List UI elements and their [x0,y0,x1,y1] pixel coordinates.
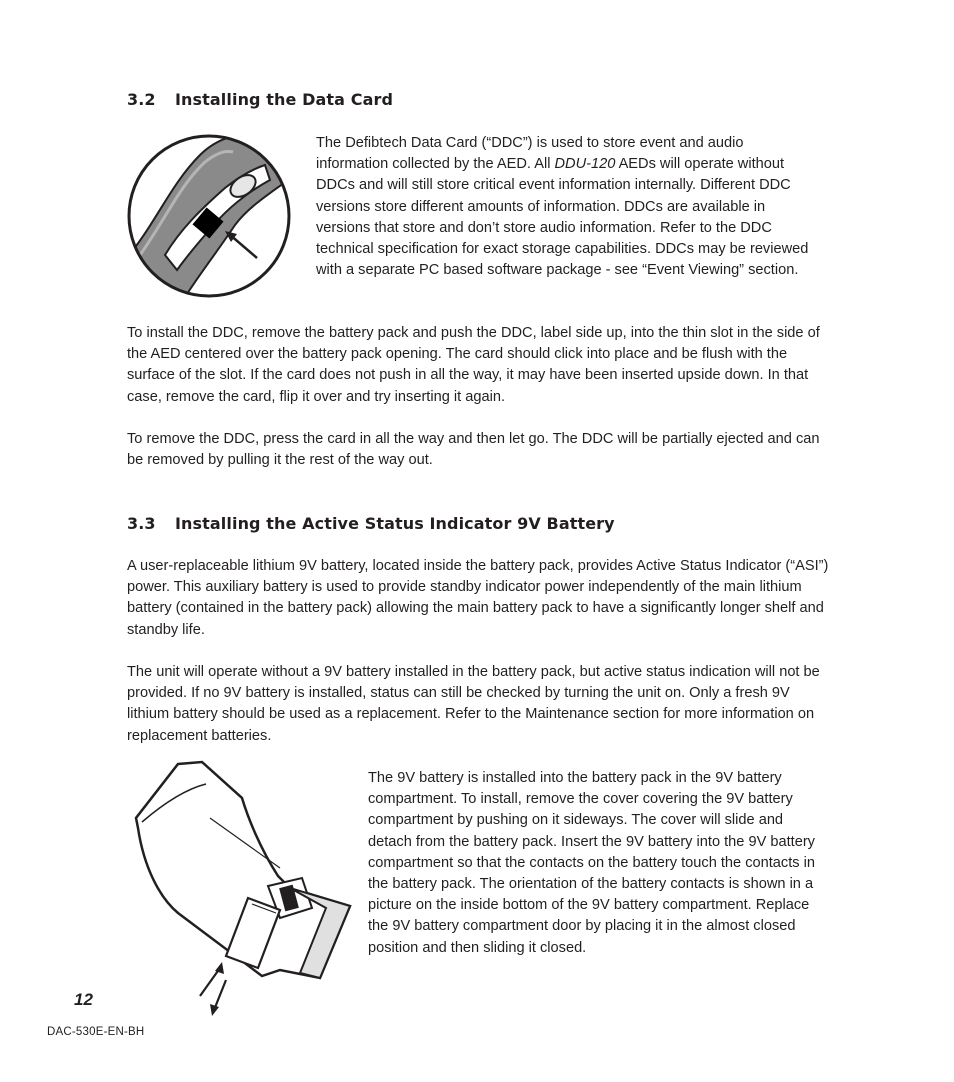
product-name: DDU-120 [554,156,616,173]
document-id: DAC-530E-EN-BH [47,1026,145,1038]
remove-paragraph: To remove the DDC, press the card in all the way and then let go. The DDC will be partially ejected and can be removed by pulling it the rest of the way out. [127,431,820,469]
section-title: Installing the Data Card [175,90,394,109]
install-paragraph: To install the DDC, remove the battery pack and push the DDC, label side up, into the thin slot in the side of the AED centered over the battery pack opening. The card should click into place and be flush with the surface of the slot. If the card does not push in all the way, it may have been inserted upside down. In that case, remove the card, flip it over and try inserting it again. [127,325,820,405]
section-number: 3.2 [127,90,156,109]
intro-paragraph: The Defibtech Data Card (“DDC”) is used to store event and audio information collected by the AED. All DDU-120 AEDs will operate without DDCs and will still store critical event information internally. Different DDC versions store different amounts of information. DDCs are available in versions that store and don’t store audio information. Refer to the DDC technical specification for exact storage capabilities. DDCs may be reviewed with a separate PC based software package - see “Event Viewing” section. [316,135,809,279]
battery-pack-illustration [130,758,360,1018]
battery-install-paragraph: The 9V battery is installed into the battery pack in the 9V battery compartment. To install, remove the cover covering the 9V battery compartment by pushing on it sideways. The cover will slide and detach from the battery pack. Insert the 9V battery into the 9V battery compartment so that the contacts on the battery touch the contacts in the battery pack. The orientation of the battery contacts is shown in a picture on the inside bottom of the 9V battery compartment. Replace the 9V battery compartment door by placing it in the almost closed position and then sliding it closed. [368,770,815,956]
slide-arrows-icon [200,968,226,1010]
section-number: 3.3 [127,514,156,533]
asi-paragraph: A user-replaceable lithium 9V battery, located inside the battery pack, provides Active Status Indicator (“ASI”) power. This auxiliary battery is used to provide standby indicator power independently of the main lithium battery (contained in the battery pack) allowing the main battery pack to have a significantly longer shelf and standby life. [127,558,829,638]
page-number: 12 [74,990,93,1009]
operation-paragraph: The unit will operate without a 9V battery installed in the battery pack, but active status indication will not be provided. If no 9V battery is installed, status can still be checked by turning the unit on. Only a fresh 9V lithium battery should be used as a replacement. Refer to the Maintenance section for more information on replacement batteries. [127,664,820,744]
data-card-illustration [125,130,295,305]
section-title: Installing the Active Status Indicator 9V Battery [175,514,615,533]
section-heading-3-2 [127,90,393,109]
section-heading-3-3 [127,514,615,533]
